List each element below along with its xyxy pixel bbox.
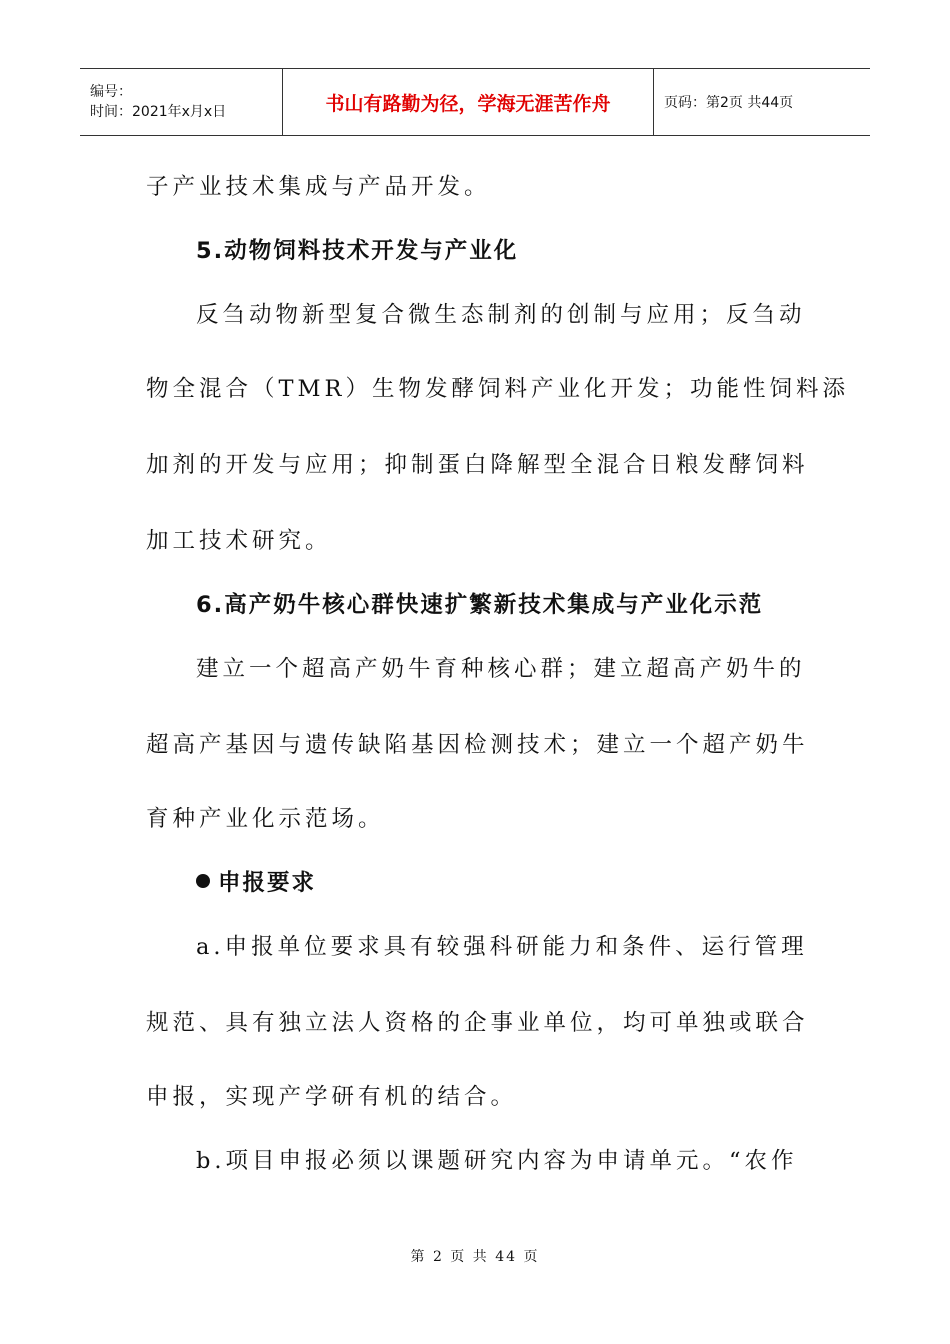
document-header [80,68,870,136]
bullet-icon [196,874,210,888]
header-meta [80,69,282,135]
body-line: 建立一个超高产奶牛育种核心群；建立超高产奶牛的 [196,656,806,682]
body-line: 加工技术研究。 [146,528,332,554]
body-line: 申报，实现产学研有机的结合。 [146,1084,518,1110]
body-line: a.申报单位要求具有较强科研能力和条件、运行管理 [196,934,808,960]
time-label: 时间：2021年x月x日 [90,104,227,120]
page-footer: 第 2 页 共 44 页 [410,1249,540,1265]
header-page-info [654,69,870,135]
page-info-text: 页码：第2页 共44页 [664,95,794,111]
body-line: 物全混合（TMR）生物发酵饲料产业化开发；功能性饲料添 [146,376,849,402]
body-line: 子产业技术集成与产品开发。 [146,174,491,200]
section-heading-6: 6.高产奶牛核心群快速扩繁新技术集成与产业化示范 [196,592,764,618]
body-line: 育种产业化示范场。 [146,806,385,832]
body-line: 加剂的开发与应用；抑制蛋白降解型全混合日粮发酵饲料 [146,452,809,478]
section-heading-5: 5.动物饲料技术开发与产业化 [196,238,519,264]
body-line: 规范、具有独立法人资格的企事业单位，均可单独或联合 [146,1010,809,1036]
number-label: 编号： [90,84,132,100]
body-line: 超高产基因与遗传缺陷基因检测技术；建立一个超产奶牛 [146,732,809,758]
motto-text: 书山有路勤为径，学海无涯苦作舟 [325,92,611,115]
header-motto [282,69,654,135]
body-line: b.项目申报必须以课题研究内容为申请单元。“农作 [196,1148,798,1174]
requirements-heading [196,868,856,898]
body-line: 反刍动物新型复合微生态制剂的创制与应用；反刍动 [196,302,806,328]
requirements-heading-text: 申报要求 [218,870,317,896]
